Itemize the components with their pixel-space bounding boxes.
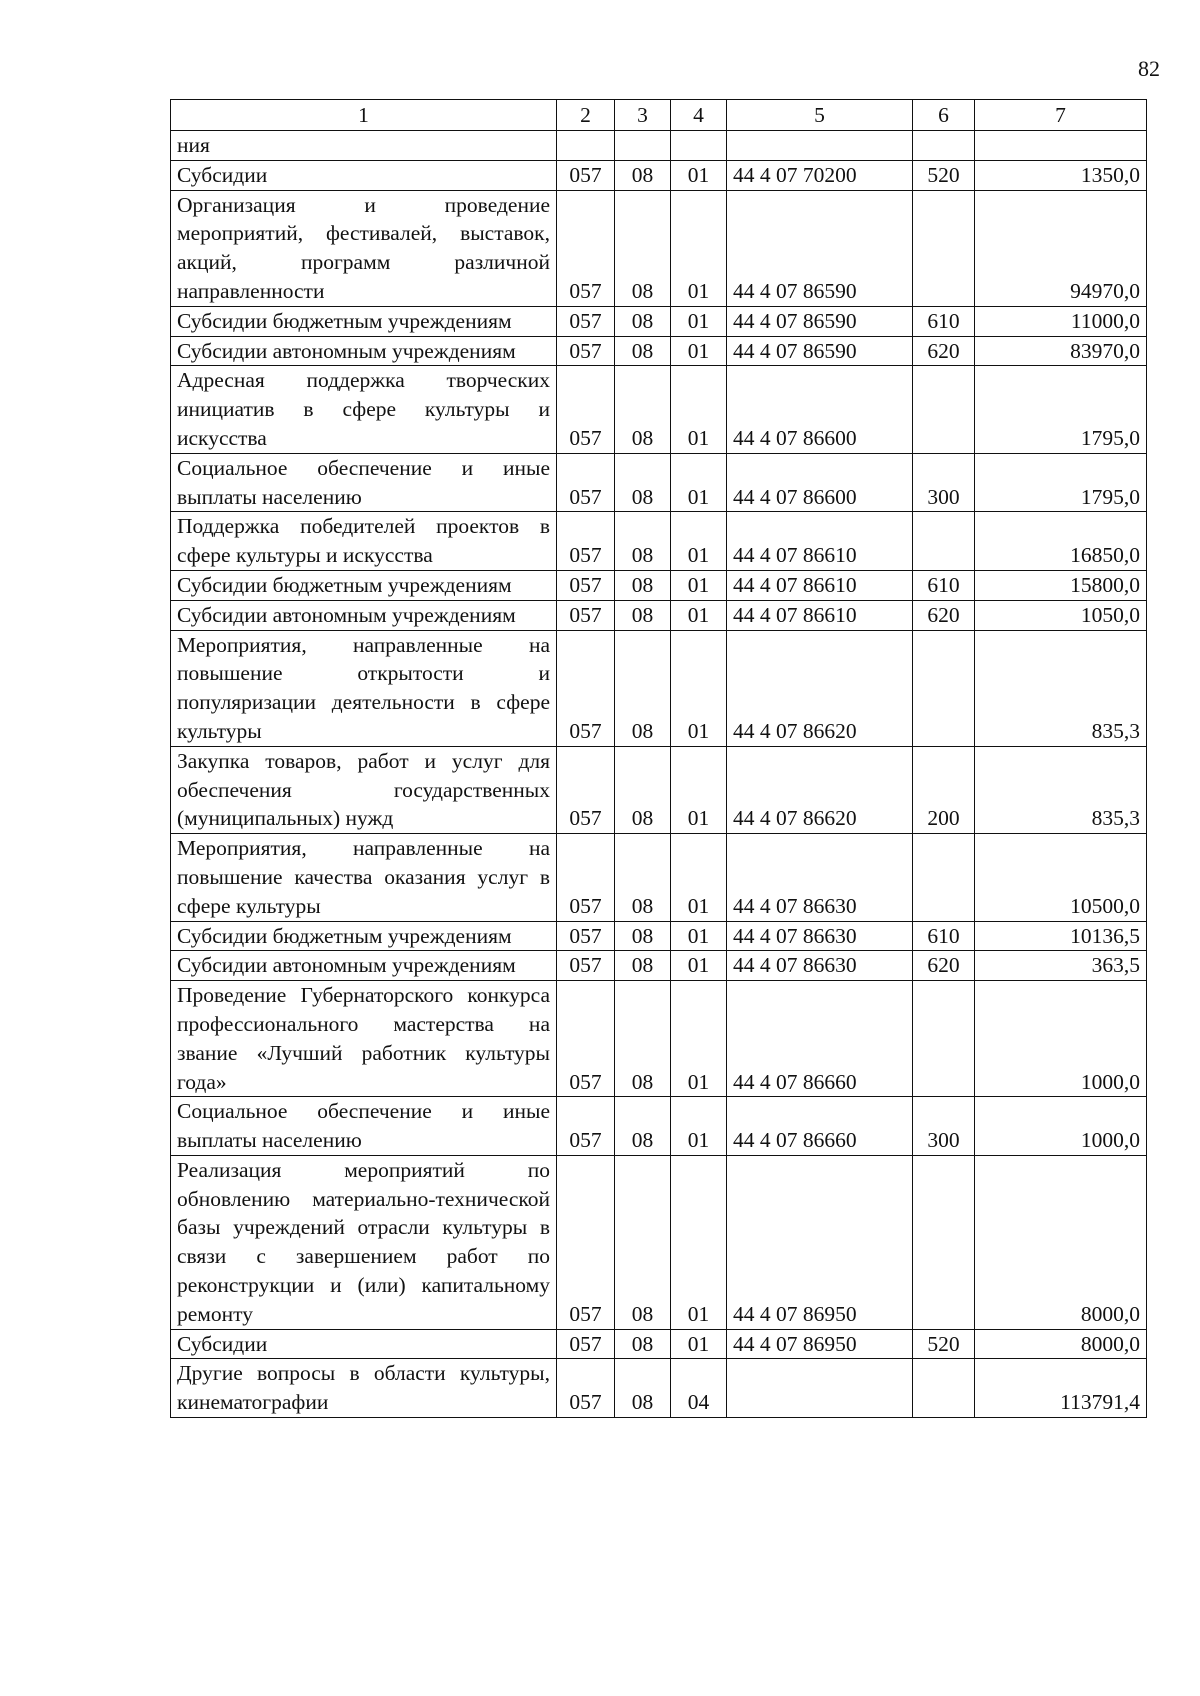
- header-row: [171, 100, 1147, 131]
- table-row: [171, 921, 1147, 951]
- cell-ministry-code: 057: [557, 1097, 615, 1156]
- cell-section: 08: [615, 600, 671, 630]
- cell-section: 08: [615, 160, 671, 190]
- cell-target-article: 44 4 07 86600: [727, 366, 913, 453]
- cell-amount: 83970,0: [975, 336, 1147, 366]
- cell-amount: 8000,0: [975, 1329, 1147, 1359]
- cell-expense-type: [913, 190, 975, 306]
- cell-subsection: 04: [671, 1359, 727, 1418]
- cell-section: 08: [615, 951, 671, 981]
- cell-amount: 94970,0: [975, 190, 1147, 306]
- cell-description: Субсидии бюджетным учреждениям: [171, 306, 557, 336]
- table-row: [171, 190, 1147, 306]
- cell-amount: [975, 131, 1147, 161]
- table-row: [171, 630, 1147, 746]
- cell-amount: 16850,0: [975, 512, 1147, 571]
- cell-amount: 835,3: [975, 630, 1147, 746]
- cell-ministry-code: 057: [557, 306, 615, 336]
- cell-subsection: 01: [671, 1329, 727, 1359]
- cell-ministry-code: 057: [557, 951, 615, 981]
- cell-target-article: 44 4 07 86590: [727, 190, 913, 306]
- cell-subsection: 01: [671, 834, 727, 921]
- cell-amount: 10136,5: [975, 921, 1147, 951]
- cell-description: Субсидии бюджетным учреждениям: [171, 570, 557, 600]
- cell-subsection: 01: [671, 336, 727, 366]
- cell-description: Адресная поддержка творческих инициатив в сфере культуры и искусства: [171, 366, 557, 453]
- cell-description: Другие вопросы в области культуры, кинематографии: [171, 1359, 557, 1418]
- cell-target-article: 44 4 07 86660: [727, 1097, 913, 1156]
- cell-subsection: 01: [671, 570, 727, 600]
- cell-target-article: 44 4 07 86630: [727, 951, 913, 981]
- cell-expense-type: 620: [913, 600, 975, 630]
- cell-section: 08: [615, 981, 671, 1097]
- cell-expense-type: 520: [913, 160, 975, 190]
- cell-section: 08: [615, 746, 671, 833]
- cell-amount: 835,3: [975, 746, 1147, 833]
- cell-target-article: 44 4 07 86610: [727, 600, 913, 630]
- cell-amount: 1000,0: [975, 981, 1147, 1097]
- cell-target-article: [727, 131, 913, 161]
- cell-subsection: 01: [671, 306, 727, 336]
- cell-ministry-code: 057: [557, 570, 615, 600]
- table-row: [171, 1359, 1147, 1418]
- cell-amount: 15800,0: [975, 570, 1147, 600]
- cell-ministry-code: 057: [557, 366, 615, 453]
- cell-description: ния: [171, 131, 557, 161]
- cell-target-article: 44 4 07 70200: [727, 160, 913, 190]
- cell-description: Субсидии бюджетным учреждениям: [171, 921, 557, 951]
- cell-subsection: 01: [671, 630, 727, 746]
- cell-target-article: 44 4 07 86620: [727, 630, 913, 746]
- cell-expense-type: [913, 981, 975, 1097]
- cell-ministry-code: 057: [557, 160, 615, 190]
- cell-ministry-code: 057: [557, 1359, 615, 1418]
- cell-description: Субсидии автономным учреждениям: [171, 951, 557, 981]
- cell-subsection: 01: [671, 746, 727, 833]
- cell-expense-type: 610: [913, 921, 975, 951]
- table-row: [171, 160, 1147, 190]
- cell-description: Реализация мероприятий по обновлению материально-технической базы учреждений отрасли культуры в связи с завершением работ по реконструкции и (или) капитальному ремонту: [171, 1155, 557, 1329]
- cell-ministry-code: 057: [557, 1329, 615, 1359]
- cell-expense-type: 620: [913, 336, 975, 366]
- table-row: [171, 600, 1147, 630]
- cell-expense-type: 300: [913, 1097, 975, 1156]
- table-row: [171, 453, 1147, 512]
- cell-expense-type: 200: [913, 746, 975, 833]
- cell-ministry-code: 057: [557, 453, 615, 512]
- cell-target-article: 44 4 07 86600: [727, 453, 913, 512]
- cell-description: Закупка товаров, работ и услуг для обеспечения государственных (муниципальных) нужд: [171, 746, 557, 833]
- cell-ministry-code: 057: [557, 600, 615, 630]
- table-row: [171, 306, 1147, 336]
- cell-description: Социальное обеспечение и иные выплаты населению: [171, 453, 557, 512]
- cell-expense-type: [913, 512, 975, 571]
- cell-ministry-code: 057: [557, 746, 615, 833]
- header-col-2: 2: [557, 100, 615, 131]
- cell-amount: 113791,4: [975, 1359, 1147, 1418]
- cell-section: 08: [615, 921, 671, 951]
- cell-description: Мероприятия, направленные на повышение качества оказания услуг в сфере культуры: [171, 834, 557, 921]
- cell-expense-type: [913, 834, 975, 921]
- cell-subsection: 01: [671, 1097, 727, 1156]
- cell-amount: 1000,0: [975, 1097, 1147, 1156]
- table-row: [171, 1155, 1147, 1329]
- cell-target-article: 44 4 07 86590: [727, 336, 913, 366]
- page-number: 82: [1138, 56, 1160, 81]
- cell-ministry-code: [557, 131, 615, 161]
- cell-subsection: 01: [671, 951, 727, 981]
- cell-amount: 1795,0: [975, 366, 1147, 453]
- table-row: [171, 834, 1147, 921]
- table-row: [171, 746, 1147, 833]
- cell-amount: 10500,0: [975, 834, 1147, 921]
- cell-amount: 1050,0: [975, 600, 1147, 630]
- cell-description: Субсидии автономным учреждениям: [171, 600, 557, 630]
- cell-target-article: 44 4 07 86630: [727, 921, 913, 951]
- cell-expense-type: 300: [913, 453, 975, 512]
- cell-subsection: 01: [671, 160, 727, 190]
- cell-expense-type: [913, 366, 975, 453]
- header-col-1: 1: [171, 100, 557, 131]
- cell-amount: 1350,0: [975, 160, 1147, 190]
- cell-description: Проведение Губернаторского конкурса профессионального мастерства на звание «Лучший работник культуры года»: [171, 981, 557, 1097]
- cell-target-article: 44 4 07 86950: [727, 1155, 913, 1329]
- cell-section: 08: [615, 630, 671, 746]
- table-row: [171, 981, 1147, 1097]
- cell-section: 08: [615, 1155, 671, 1329]
- cell-ministry-code: 057: [557, 190, 615, 306]
- table-row: [171, 131, 1147, 161]
- cell-target-article: 44 4 07 86590: [727, 306, 913, 336]
- header-col-7: 7: [975, 100, 1147, 131]
- cell-amount: 1795,0: [975, 453, 1147, 512]
- cell-target-article: 44 4 07 86610: [727, 512, 913, 571]
- cell-subsection: 01: [671, 366, 727, 453]
- cell-description: Мероприятия, направленные на повышение открытости и популяризации деятельности в сфере культуры: [171, 630, 557, 746]
- cell-expense-type: 610: [913, 570, 975, 600]
- cell-ministry-code: 057: [557, 1155, 615, 1329]
- header-col-4: 4: [671, 100, 727, 131]
- cell-target-article: 44 4 07 86610: [727, 570, 913, 600]
- cell-subsection: [671, 131, 727, 161]
- table-row: [171, 951, 1147, 981]
- table-row: [171, 1097, 1147, 1156]
- table-row: [171, 1329, 1147, 1359]
- cell-amount: 363,5: [975, 951, 1147, 981]
- cell-subsection: 01: [671, 512, 727, 571]
- cell-section: 08: [615, 336, 671, 366]
- cell-description: Поддержка победителей проектов в сфере культуры и искусства: [171, 512, 557, 571]
- cell-ministry-code: 057: [557, 336, 615, 366]
- cell-section: 08: [615, 453, 671, 512]
- table-row: [171, 336, 1147, 366]
- cell-description: Субсидии: [171, 160, 557, 190]
- cell-subsection: 01: [671, 453, 727, 512]
- cell-target-article: 44 4 07 86660: [727, 981, 913, 1097]
- cell-ministry-code: 057: [557, 630, 615, 746]
- cell-description: Организация и проведение мероприятий, фестивалей, выставок, акций, программ различной направленности: [171, 190, 557, 306]
- cell-description: Субсидии: [171, 1329, 557, 1359]
- cell-target-article: [727, 1359, 913, 1418]
- header-col-6: 6: [913, 100, 975, 131]
- cell-subsection: 01: [671, 600, 727, 630]
- cell-section: [615, 131, 671, 161]
- table-body: [171, 131, 1147, 1418]
- cell-section: 08: [615, 834, 671, 921]
- cell-section: 08: [615, 1359, 671, 1418]
- cell-expense-type: [913, 630, 975, 746]
- cell-target-article: 44 4 07 86950: [727, 1329, 913, 1359]
- cell-expense-type: 610: [913, 306, 975, 336]
- cell-expense-type: [913, 1155, 975, 1329]
- cell-description: Субсидии автономным учреждениям: [171, 336, 557, 366]
- cell-section: 08: [615, 306, 671, 336]
- cell-description: Социальное обеспечение и иные выплаты населению: [171, 1097, 557, 1156]
- cell-target-article: 44 4 07 86630: [727, 834, 913, 921]
- cell-subsection: 01: [671, 190, 727, 306]
- cell-section: 08: [615, 1097, 671, 1156]
- cell-subsection: 01: [671, 1155, 727, 1329]
- cell-ministry-code: 057: [557, 981, 615, 1097]
- cell-ministry-code: 057: [557, 921, 615, 951]
- cell-section: 08: [615, 512, 671, 571]
- cell-expense-type: [913, 1359, 975, 1418]
- cell-subsection: 01: [671, 921, 727, 951]
- budget-table: [170, 99, 1147, 1418]
- cell-ministry-code: 057: [557, 512, 615, 571]
- cell-section: 08: [615, 366, 671, 453]
- table-row: [171, 570, 1147, 600]
- cell-section: 08: [615, 1329, 671, 1359]
- cell-expense-type: 520: [913, 1329, 975, 1359]
- cell-amount: 11000,0: [975, 306, 1147, 336]
- header-col-3: 3: [615, 100, 671, 131]
- table-row: [171, 512, 1147, 571]
- cell-section: 08: [615, 190, 671, 306]
- cell-expense-type: [913, 131, 975, 161]
- cell-amount: 8000,0: [975, 1155, 1147, 1329]
- cell-section: 08: [615, 570, 671, 600]
- cell-ministry-code: 057: [557, 834, 615, 921]
- table-row: [171, 366, 1147, 453]
- header-col-5: 5: [727, 100, 913, 131]
- cell-target-article: 44 4 07 86620: [727, 746, 913, 833]
- cell-expense-type: 620: [913, 951, 975, 981]
- cell-subsection: 01: [671, 981, 727, 1097]
